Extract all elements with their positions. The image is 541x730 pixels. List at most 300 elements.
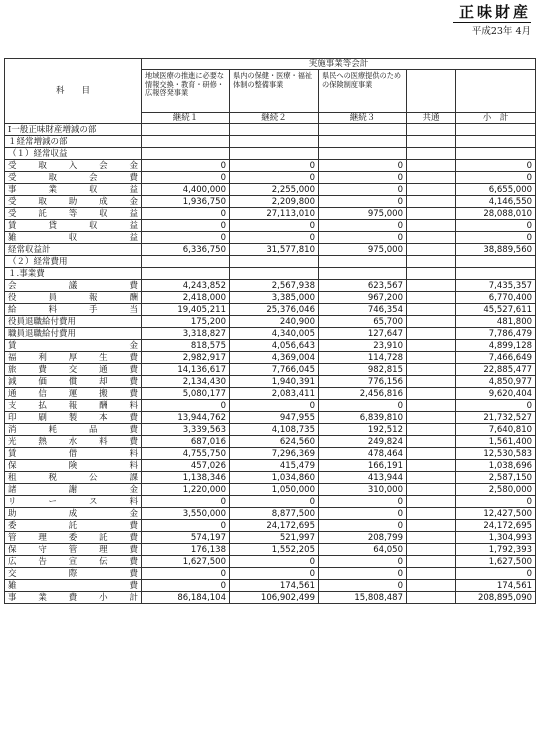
row-label-char: 収 <box>99 208 108 219</box>
col-header-subtotal: 小 計 <box>456 113 536 124</box>
row-value: 0 <box>142 520 230 532</box>
row-label: １経常増減の部 <box>5 136 142 148</box>
row-value: 12,427,500 <box>456 508 536 520</box>
table-row <box>5 220 536 232</box>
row-value: 624,560 <box>230 436 319 448</box>
row-label-char: 託 <box>38 208 47 219</box>
row-value: 174,561 <box>230 580 319 592</box>
row-value <box>319 136 407 148</box>
row-value: 4,899,128 <box>456 340 536 352</box>
row-value: 0 <box>230 232 319 244</box>
row-label-char: 手 <box>88 304 98 315</box>
row-label-char: 益 <box>129 208 138 219</box>
row-value: 0 <box>456 172 536 184</box>
row-label-char: 賃 <box>8 448 17 459</box>
row-label-char: 計 <box>129 592 138 603</box>
row-value: 3,385,000 <box>230 292 319 304</box>
row-label-char: 保 <box>8 460 17 471</box>
col-header-keizoku1: 継続１ <box>142 113 230 124</box>
row-label-char: 理 <box>99 544 108 555</box>
row-label-char: 費 <box>129 544 138 555</box>
row-label-char: 会 <box>88 172 98 183</box>
row-label-char: 旅 <box>8 364 17 375</box>
row-value: 65,700 <box>319 316 407 328</box>
row-label-char: 料 <box>129 400 138 411</box>
col-header-keizoku2: 継続２ <box>230 113 319 124</box>
col-header-common: 共通 <box>407 113 456 124</box>
row-value <box>319 124 407 136</box>
row-label-char: 益 <box>129 220 138 231</box>
row-value <box>407 484 456 496</box>
row-value: 7,766,045 <box>230 364 319 376</box>
row-label-char: 業 <box>38 592 47 603</box>
row-label-char: 益 <box>129 232 138 243</box>
row-label-char: 取 <box>38 196 47 207</box>
table-row <box>5 460 536 472</box>
row-label-char: 課 <box>129 472 138 483</box>
row-value: 2,580,000 <box>456 484 536 496</box>
col-desc-1: 地域医療の推進に必要な情報交換・教育・研修・広報啓発事業 <box>142 70 230 113</box>
row-value: 1,552,205 <box>230 544 319 556</box>
row-value: 0 <box>319 508 407 520</box>
row-value: 24,172,695 <box>230 520 319 532</box>
row-value: 2,587,150 <box>456 472 536 484</box>
row-value <box>407 136 456 148</box>
row-value <box>407 532 456 544</box>
row-label-char: 保 <box>8 544 17 555</box>
row-value <box>407 544 456 556</box>
row-label-char: 険 <box>68 460 78 471</box>
row-value: 0 <box>230 220 319 232</box>
row-value: 0 <box>230 400 319 412</box>
table-row <box>5 304 536 316</box>
row-value: 2,982,917 <box>142 352 230 364</box>
row-value: 1,940,391 <box>230 376 319 388</box>
col-desc-2: 県内の保健・医療・福祉体制の整備事業 <box>230 70 319 113</box>
row-value <box>407 568 456 580</box>
row-label-char: 費 <box>129 172 138 183</box>
row-label-char: 謝 <box>68 484 78 495</box>
table-row <box>5 196 536 208</box>
row-value <box>319 256 407 268</box>
row-value: 22,885,477 <box>456 364 536 376</box>
row-value <box>456 148 536 160</box>
row-label-char: 借 <box>68 448 78 459</box>
row-value: 623,567 <box>319 280 407 292</box>
row-label-char: 費 <box>129 568 138 579</box>
row-value <box>407 208 456 220</box>
row-label: 職員退職給付費用 <box>5 328 142 340</box>
row-label-char: 会 <box>8 280 17 291</box>
row-value <box>407 340 456 352</box>
document-title: 正味財産 <box>453 3 531 23</box>
row-label-char: 費 <box>68 592 78 603</box>
row-value: 192,512 <box>319 424 407 436</box>
table-row <box>5 388 536 400</box>
row-value: 975,000 <box>319 208 407 220</box>
row-value: 947,955 <box>230 412 319 424</box>
table-row <box>5 400 536 412</box>
row-value: 2,255,000 <box>230 184 319 196</box>
group-header: 実施事業等会計 <box>142 59 536 70</box>
row-label <box>5 508 142 520</box>
row-label-char: 諸 <box>8 484 17 495</box>
row-value: 0 <box>230 556 319 568</box>
row-value: 0 <box>319 556 407 568</box>
row-label-char: 受 <box>8 196 17 207</box>
row-label-char: 費 <box>129 532 138 543</box>
row-label-char: 水 <box>68 436 78 447</box>
row-value: 0 <box>142 568 230 580</box>
row-value: 0 <box>319 160 407 172</box>
row-value: 0 <box>319 568 407 580</box>
row-value: 24,172,695 <box>456 520 536 532</box>
row-label-char: 報 <box>88 292 98 303</box>
row-label-char: 議 <box>68 280 78 291</box>
table-row <box>5 544 536 556</box>
row-value: 1,220,000 <box>142 484 230 496</box>
row-value: 13,944,762 <box>142 412 230 424</box>
row-label-char: 受 <box>8 208 17 219</box>
table-row <box>5 520 536 532</box>
row-value: 0 <box>230 160 319 172</box>
row-label <box>5 304 142 316</box>
row-value: 3,339,563 <box>142 424 230 436</box>
table-row <box>5 292 536 304</box>
row-label <box>5 340 142 352</box>
row-value <box>407 316 456 328</box>
row-value: 1,138,346 <box>142 472 230 484</box>
row-value: 6,839,810 <box>319 412 407 424</box>
row-value <box>407 508 456 520</box>
row-label <box>5 220 142 232</box>
row-label-char: 助 <box>8 508 17 519</box>
table-row <box>5 136 536 148</box>
row-value: 0 <box>319 172 407 184</box>
row-label-char: 費 <box>129 436 138 447</box>
row-label <box>5 196 142 208</box>
row-label-char: 費 <box>129 520 138 531</box>
row-label-char: 受 <box>8 160 17 171</box>
row-label-char: 交 <box>8 568 17 579</box>
row-value: 12,530,583 <box>456 448 536 460</box>
row-value: 127,647 <box>319 328 407 340</box>
row-label-char: 厚 <box>68 352 78 363</box>
row-value <box>142 136 230 148</box>
row-label-char: 品 <box>88 424 98 435</box>
row-label-char: 給 <box>8 304 17 315</box>
row-label-char: 製 <box>68 412 78 423</box>
row-label-char: 小 <box>99 592 108 603</box>
row-label-char: 福 <box>8 352 17 363</box>
table-row <box>5 256 536 268</box>
document-date: 平成23年 4月 <box>471 26 531 37</box>
row-label-char: 料 <box>48 304 57 315</box>
table-row <box>5 232 536 244</box>
row-value <box>407 592 456 604</box>
row-value <box>407 124 456 136</box>
row-value <box>456 268 536 280</box>
col-desc-common <box>407 70 456 113</box>
row-label <box>5 580 142 592</box>
row-value: 0 <box>456 568 536 580</box>
row-label-char: 雑 <box>8 232 17 243</box>
row-label <box>5 484 142 496</box>
row-value: 240,900 <box>230 316 319 328</box>
table-row <box>5 316 536 328</box>
row-label-char: 収 <box>88 220 98 231</box>
row-value <box>407 580 456 592</box>
row-label-char: ス <box>88 496 98 507</box>
row-value: 45,527,611 <box>456 304 536 316</box>
row-label <box>5 520 142 532</box>
row-label-char: 業 <box>48 184 57 195</box>
row-label-char: 成 <box>68 508 78 519</box>
row-value: 478,464 <box>319 448 407 460</box>
row-value: 175,200 <box>142 316 230 328</box>
row-label-char: 費 <box>129 388 138 399</box>
row-value <box>142 124 230 136</box>
row-value <box>407 268 456 280</box>
row-label <box>5 208 142 220</box>
row-label-char: 会 <box>99 160 108 171</box>
row-value: 249,824 <box>319 436 407 448</box>
row-label-char: 減 <box>8 376 17 387</box>
row-value: 0 <box>319 496 407 508</box>
row-value: 415,479 <box>230 460 319 472</box>
row-label-char: 受 <box>8 172 17 183</box>
row-value <box>407 304 456 316</box>
row-label-char: 取 <box>38 160 47 171</box>
row-label-char: 消 <box>8 424 17 435</box>
row-value <box>407 436 456 448</box>
row-value: 0 <box>319 580 407 592</box>
row-value: 776,156 <box>319 376 407 388</box>
row-value <box>142 256 230 268</box>
row-value <box>142 148 230 160</box>
row-label-char: 金 <box>129 160 138 171</box>
row-label <box>5 436 142 448</box>
row-value: 6,770,400 <box>456 292 536 304</box>
row-label-char: 費 <box>129 424 138 435</box>
row-label-char: 助 <box>68 196 78 207</box>
row-value: 2,567,938 <box>230 280 319 292</box>
row-label <box>5 592 142 604</box>
table-row <box>5 472 536 484</box>
row-value: 4,243,852 <box>142 280 230 292</box>
row-value <box>407 388 456 400</box>
row-label <box>5 568 142 580</box>
row-label-char: 本 <box>99 412 108 423</box>
row-label-char: 守 <box>38 544 47 555</box>
row-label-char: ー <box>48 496 57 507</box>
row-label-char: 租 <box>8 472 17 483</box>
row-label <box>5 472 142 484</box>
row-label <box>5 448 142 460</box>
row-value: 28,088,010 <box>456 208 536 220</box>
row-value: 2,209,800 <box>230 196 319 208</box>
row-value <box>230 124 319 136</box>
row-value: 521,997 <box>230 532 319 544</box>
row-label-char: 託 <box>68 520 78 531</box>
row-label-char: 費 <box>129 364 138 375</box>
row-value: 166,191 <box>319 460 407 472</box>
row-value: 7,466,649 <box>456 352 536 364</box>
table-row <box>5 244 536 256</box>
row-value: 1,050,000 <box>230 484 319 496</box>
row-value: 1,627,500 <box>142 556 230 568</box>
row-label-char: 料 <box>129 460 138 471</box>
row-value: 310,000 <box>319 484 407 496</box>
row-label-char: 事 <box>8 184 17 195</box>
row-label-char: 償 <box>68 376 78 387</box>
row-label <box>5 280 142 292</box>
row-value: 208,895,090 <box>456 592 536 604</box>
row-value: 27,113,010 <box>230 208 319 220</box>
row-label-char: 理 <box>38 532 47 543</box>
row-value: 4,400,000 <box>142 184 230 196</box>
row-label-char: 金 <box>129 340 138 351</box>
row-label <box>5 412 142 424</box>
row-label-char: 刷 <box>38 412 47 423</box>
row-value: 0 <box>319 184 407 196</box>
table-row <box>5 592 536 604</box>
row-value: 0 <box>142 232 230 244</box>
col-desc-3: 県民への医療提供のための保険制度事業 <box>319 70 407 113</box>
row-value: 176,138 <box>142 544 230 556</box>
row-value <box>407 196 456 208</box>
row-value: 4,056,643 <box>230 340 319 352</box>
row-label-char: リ <box>8 496 17 507</box>
row-value: 7,640,810 <box>456 424 536 436</box>
row-value: 0 <box>230 568 319 580</box>
row-value: 0 <box>456 400 536 412</box>
row-value <box>407 496 456 508</box>
table-row <box>5 580 536 592</box>
row-label-char: 伝 <box>99 556 108 567</box>
row-value <box>407 292 456 304</box>
row-label-char: 税 <box>48 472 57 483</box>
row-label-char: 管 <box>8 532 17 543</box>
financial-statement-table <box>4 58 536 604</box>
row-value: 0 <box>319 400 407 412</box>
row-value: 3,318,827 <box>142 328 230 340</box>
row-label-char: 役 <box>8 292 17 303</box>
row-value <box>407 460 456 472</box>
row-value <box>456 124 536 136</box>
row-value: 0 <box>319 196 407 208</box>
row-value: 6,655,000 <box>456 184 536 196</box>
row-value: 0 <box>142 580 230 592</box>
row-value: 1,034,860 <box>230 472 319 484</box>
subject-header: 科 目 <box>5 59 142 124</box>
row-label <box>5 232 142 244</box>
row-value: 4,108,735 <box>230 424 319 436</box>
row-value: 4,755,750 <box>142 448 230 460</box>
table-row <box>5 328 536 340</box>
row-label <box>5 352 142 364</box>
row-label: Ⅰ一般正味財産増減の部 <box>5 124 142 136</box>
row-label-char: 員 <box>48 292 57 303</box>
row-value: 5,080,177 <box>142 388 230 400</box>
row-value <box>407 520 456 532</box>
row-value: 114,728 <box>319 352 407 364</box>
row-label-char: 広 <box>8 556 17 567</box>
row-label-char: 費 <box>129 280 138 291</box>
row-value <box>319 148 407 160</box>
row-value: 982,815 <box>319 364 407 376</box>
row-label: １.事業費 <box>5 268 142 280</box>
row-value: 106,902,499 <box>230 592 319 604</box>
row-label-char: 支 <box>8 400 17 411</box>
row-label-char: 金 <box>129 196 138 207</box>
row-value: 6,336,750 <box>142 244 230 256</box>
row-label-char: 際 <box>68 568 78 579</box>
row-label-char: 成 <box>99 196 108 207</box>
row-value: 0 <box>456 496 536 508</box>
row-value <box>407 256 456 268</box>
row-value: 208,799 <box>319 532 407 544</box>
row-label-char: 搬 <box>99 388 108 399</box>
row-label-char: 酬 <box>129 292 138 303</box>
row-label-char: 費 <box>129 580 138 591</box>
table-row <box>5 172 536 184</box>
row-value: 0 <box>142 208 230 220</box>
row-label: 経常収益計 <box>5 244 142 256</box>
row-value <box>407 232 456 244</box>
table-row <box>5 352 536 364</box>
table-row <box>5 160 536 172</box>
row-value: 7,296,369 <box>230 448 319 460</box>
row-label-char: 委 <box>68 532 78 543</box>
row-value: 1,304,993 <box>456 532 536 544</box>
row-value: 0 <box>319 232 407 244</box>
row-label-char: 価 <box>38 376 47 387</box>
row-value: 4,850,977 <box>456 376 536 388</box>
row-label-char: 委 <box>8 520 17 531</box>
row-label-char: 公 <box>88 472 98 483</box>
row-label <box>5 172 142 184</box>
row-value: 64,050 <box>319 544 407 556</box>
row-value <box>407 364 456 376</box>
row-value <box>456 256 536 268</box>
table-row <box>5 424 536 436</box>
row-label-char: 管 <box>68 544 78 555</box>
row-value: 0 <box>230 172 319 184</box>
row-label-char: 印 <box>8 412 17 423</box>
row-label-char: 告 <box>38 556 47 567</box>
row-label-char: 払 <box>38 400 47 411</box>
row-value: 25,376,046 <box>230 304 319 316</box>
row-value: 2,456,816 <box>319 388 407 400</box>
row-value: 0 <box>456 220 536 232</box>
row-value: 2,418,000 <box>142 292 230 304</box>
row-value: 574,197 <box>142 532 230 544</box>
row-value: 0 <box>319 220 407 232</box>
row-label <box>5 532 142 544</box>
row-value: 0 <box>142 160 230 172</box>
row-label-char: 賃 <box>8 220 17 231</box>
row-label-char: 酬 <box>99 400 108 411</box>
row-value: 0 <box>142 172 230 184</box>
table-row <box>5 376 536 388</box>
row-label <box>5 556 142 568</box>
row-label <box>5 160 142 172</box>
row-value: 967,200 <box>319 292 407 304</box>
row-value <box>407 328 456 340</box>
row-label-char: 通 <box>8 388 17 399</box>
row-value: 7,786,479 <box>456 328 536 340</box>
